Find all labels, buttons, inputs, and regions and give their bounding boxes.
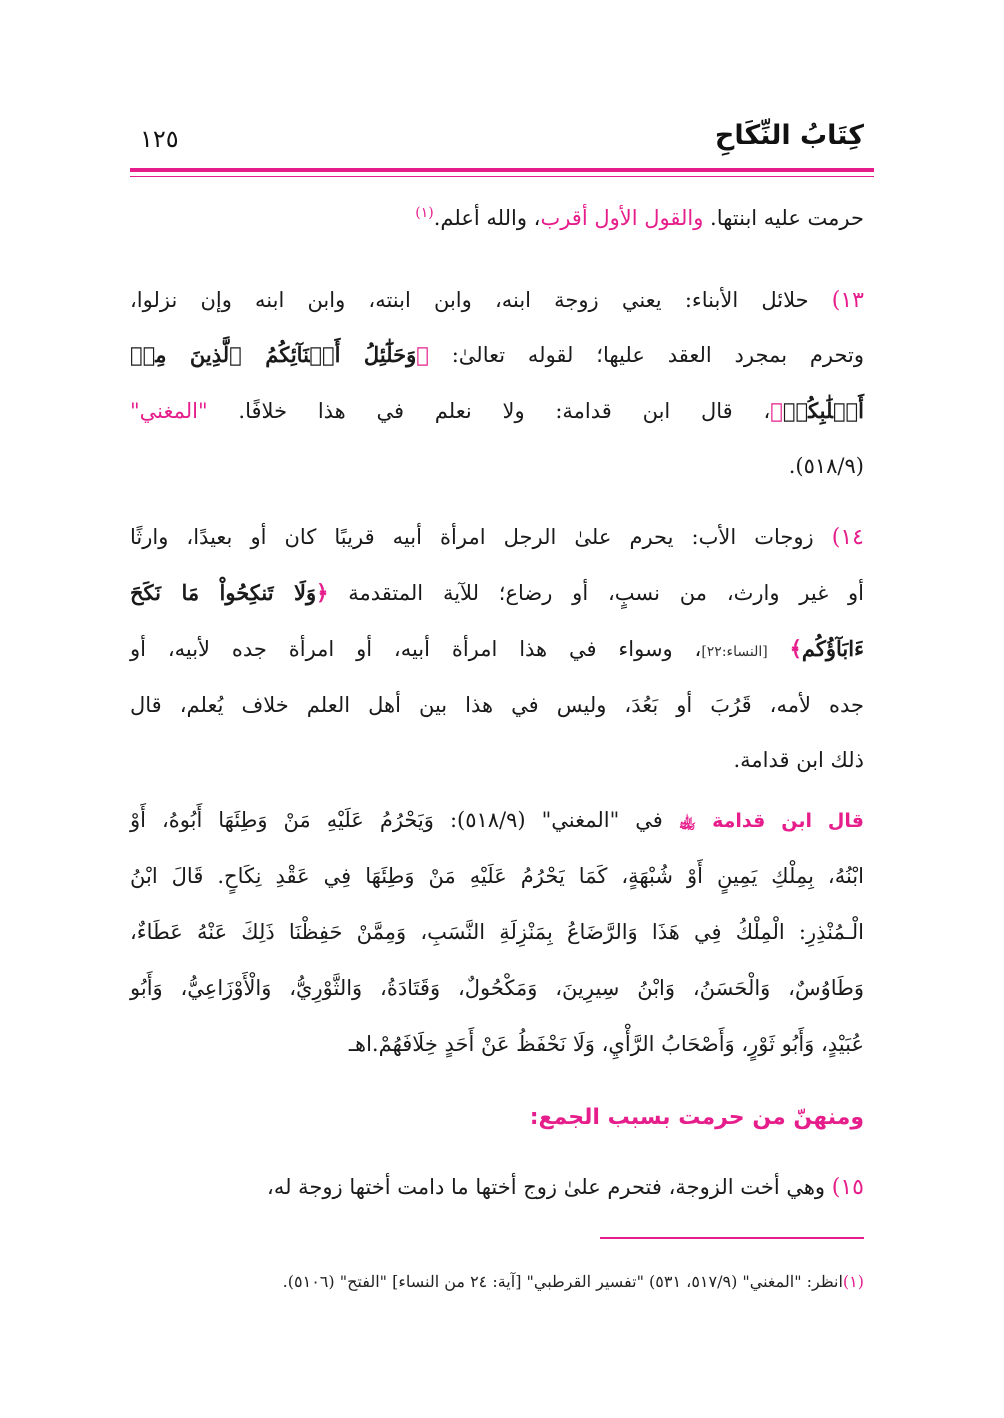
intro-highlight: والقول الأول أقرب [540, 206, 704, 230]
item13-text2: وتحرم بمجرد العقد عليها؛ لقوله تعالىٰ: [428, 343, 865, 367]
quran-bracket-close: ﴾ [770, 398, 783, 423]
item13-line2 [130, 340, 864, 370]
item14-quran2: ءَابَآؤُكُم [801, 636, 864, 661]
item14-quran1: وَلَا تَنكِحُواْ مَا نَكَحَ [130, 580, 317, 605]
item15-number: ١٥) [831, 1175, 864, 1200]
item13-line4: (٥١٨/٩). [788, 454, 864, 478]
header-rule-thin [130, 176, 874, 177]
running-title: كِتَابُ النِّكَاحِ [714, 120, 864, 151]
item15-text1: وهي أخت الزوجة، فتحرم علىٰ زوج أختها ما دامت أختها زوجة له، [267, 1175, 826, 1199]
quote-line1 [130, 805, 864, 836]
footnote-text: انظر: "المغني" (٥١٧/٩، ٥٣١) "تفسير القرطبي" [آية: ٢٤ من النساء] "الفتح" (٥١٠٦). [282, 1272, 843, 1291]
item13-text3: ، قال ابن قدامة: ولا نعلم في هذا خلافًا. [207, 399, 771, 423]
quote-text1: في "المغني" (٥١٨/٩): وَيَحْرُمُ عَلَيْهِ مَنْ وَطِئَهَا أَبُوهُ، أَوْ [130, 808, 679, 832]
item13-quran2: أَصۡلَٰبِكُمۡ [782, 398, 864, 423]
item14-line1 [130, 522, 864, 553]
item13-line3 [130, 396, 864, 426]
item14-line2 [130, 578, 864, 608]
quote-line5: عُبَيْدٍ، وَأَبُو ثَوْرٍ، وَأَصْحَابُ الرَّأْيِ، وَلَا نَحْفَظُ عَنْ أَحَدٍ خِلَافَهُمْ.اهـ [348, 1032, 864, 1056]
item13-text1: حلائل الأبناء: يعني زوجة ابنه، وابن ابنته، وابن ابنه وإن نزلوا، [130, 288, 809, 312]
item14-line3 [130, 634, 864, 667]
item13-source: "المغني" [130, 399, 208, 423]
intro-text: حرمت عليه ابنتها. [703, 206, 864, 230]
verse-reference: [النساء:٢٢] [701, 644, 768, 660]
item13-number: ١٣) [831, 288, 864, 313]
intro-end: ، والله أعلم. [433, 206, 541, 230]
quote-line3: الْـمُنْذِرِ: الْمِلْكُ فِي هَذَا وَالرَّضَاعُ بِمَنْزِلَةِ النَّسَبِ، وَمِمَّنْ حَفِظْنَا ذَلِكَ عَنْهُ عَطَاءٌ، [130, 920, 864, 944]
item14-line5: ذلك ابن قدامة. [733, 748, 864, 772]
item14-number: ١٤) [831, 525, 864, 550]
item13-quran1: وَحَلَٰٓئِلُ أَبۡنَآئِكُمُ ٱلَّذِينَ مِنۡ [130, 342, 417, 367]
quran-bracket-open: ﴿ [316, 580, 329, 605]
quote-line4: وَطَاوُسٌ، وَالْحَسَنُ، وَابْنُ سِيرِينَ، وَمَكْحُولٌ، وَقَتَادَةُ، وَالثَّوْرِيُّ، وَالْأَوْزَاعِيُّ، وَأَبُو [130, 976, 864, 1000]
header-rule [130, 168, 874, 172]
section-heading: ومنهنّ من حرمت بسبب الجمع: [529, 1105, 864, 1130]
item14-text3: ، وسواء في هذا امرأة أبيه، أو امرأة جده لأبيه، أو [130, 637, 702, 661]
item15-line1 [267, 1172, 864, 1203]
quran-bracket-open: ﴿ [416, 342, 429, 367]
item14-line4: جده لأمه، قَرُبَ أو بَعُدَ، وليس في هذا بين أهل العلم خلاف يُعلم، قال [130, 693, 864, 717]
footnote [283, 1272, 864, 1291]
item13-line1 [130, 285, 864, 316]
footnote-number: (١) [842, 1272, 864, 1291]
item14-text1: زوجات الأب: يحرم علىٰ الرجل امرأة أبيه قريبًا كان أو بعيدًا، وارثًا [130, 525, 814, 549]
page-number: ١٢٥ [140, 125, 179, 153]
quote-author: قال ابن قدامة ﵀ [678, 810, 864, 832]
intro-line [415, 198, 864, 233]
footnote-ref: (١) [415, 205, 434, 221]
quran-bracket-close: ﴾ [789, 636, 802, 661]
item14-text2: أو غير وارث، من نسبٍ، أو رضاع؛ للآية المتقدمة [328, 581, 864, 605]
footnote-rule [600, 1237, 864, 1239]
quote-line2: ابْنُهُ، بِمِلْكِ يَمِينٍ أَوْ شُبْهَةٍ، كَمَا يَحْرُمُ عَلَيْهِ مَنْ وَطِئَهَا فِي عَقْدِ نِكَاحٍ. قَالَ ابْنُ [130, 864, 864, 888]
